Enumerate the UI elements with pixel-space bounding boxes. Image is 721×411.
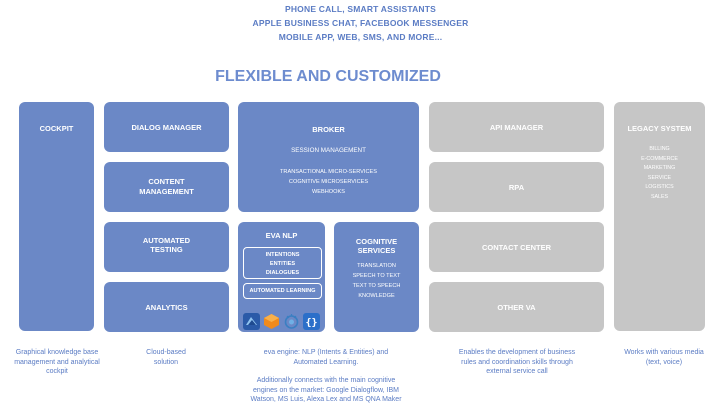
legacy-item: SALES bbox=[650, 193, 669, 200]
broker-session: SESSION MANAGEMENT bbox=[291, 147, 366, 154]
caption-line: (text, voice) bbox=[645, 358, 683, 366]
legacy-item: SERVICE bbox=[647, 174, 672, 181]
cognitive-services-title bbox=[334, 237, 419, 255]
caption-line: Cloud-based bbox=[146, 349, 186, 356]
caption-eva bbox=[226, 348, 426, 367]
other-va-box bbox=[429, 282, 604, 332]
legacy-item: E-COMMERCE bbox=[641, 155, 678, 162]
content-management-box bbox=[104, 162, 229, 212]
automated-testing-line-1: AUTOMATED bbox=[142, 236, 191, 245]
legacy-item: LOGISTICS bbox=[645, 184, 674, 191]
api-manager-box bbox=[429, 102, 604, 152]
other-va-label: OTHER VA bbox=[497, 302, 536, 312]
caption-line: Enables the development of business bbox=[458, 349, 576, 356]
broker-box bbox=[238, 102, 419, 212]
nlp-feature: DIALOGUES bbox=[265, 270, 300, 276]
caption-line: solution bbox=[153, 358, 179, 366]
broker-item: TRANSACTIONAL MICRO-SERVICES bbox=[280, 169, 377, 175]
nlp-feature: ENTITIES bbox=[269, 261, 296, 267]
cognitive-item: TEXT TO SPEECH bbox=[352, 283, 401, 289]
dialog-manager-box bbox=[104, 102, 229, 152]
dialogflow-icon bbox=[303, 313, 320, 330]
caption-cloud bbox=[120, 348, 212, 367]
cockpit-label: COCKPIT bbox=[39, 124, 74, 133]
watson-icon bbox=[283, 313, 300, 330]
channels-line-3: MOBILE APP, WEB, SMS, AND MORE... bbox=[278, 32, 443, 42]
content-management-line-2: MANAGEMENT bbox=[139, 187, 194, 196]
caption-line: Additionally connects with the main cognitive bbox=[256, 377, 396, 384]
caption-line: eva engine: NLP (Intents & Entities) and bbox=[263, 349, 389, 356]
cognitive-item: KNOWLEDGE bbox=[358, 293, 395, 299]
svg-text:{}: {} bbox=[305, 317, 318, 329]
cognitive-services-list bbox=[334, 261, 419, 301]
automated-testing-label bbox=[104, 236, 229, 254]
api-manager-label: API MANAGER bbox=[489, 122, 544, 132]
azure-luis-icon bbox=[243, 313, 260, 330]
automated-learning-label: AUTOMATED LEARNING bbox=[249, 288, 316, 294]
cognitive-title-line-2: SERVICES bbox=[357, 246, 396, 255]
diagram-title: FLEXIBLE AND CUSTOMIZED bbox=[215, 68, 441, 85]
content-management-label bbox=[139, 177, 194, 197]
caption-line: cockpit bbox=[46, 368, 68, 375]
caption-line: Graphical knowledge base bbox=[15, 349, 99, 356]
caption-connects bbox=[226, 376, 426, 405]
legacy-item: BILLING bbox=[649, 146, 670, 152]
contact-center-box bbox=[429, 222, 604, 272]
automated-testing-box bbox=[104, 222, 229, 272]
broker-title: BROKER bbox=[312, 125, 345, 134]
nlp-features-box bbox=[243, 247, 322, 279]
content-management-line-1: CONTENT bbox=[148, 177, 185, 186]
caption-line: Works with various media bbox=[624, 349, 704, 356]
cognitive-services-box bbox=[334, 222, 419, 332]
broker-services bbox=[238, 167, 419, 197]
legacy-item: MARKETING bbox=[643, 165, 676, 172]
cognitive-item: TRANSLATION bbox=[357, 263, 396, 269]
automated-learning-box bbox=[243, 283, 322, 299]
cognitive-item: SPEECH TO TEXT bbox=[352, 273, 401, 279]
broker-item: WEBHOOKS bbox=[312, 189, 345, 195]
caption-line: Automated Learning. bbox=[293, 358, 359, 366]
cognitive-title-line-1: COGNITIVE bbox=[355, 237, 398, 246]
rpa-box bbox=[429, 162, 604, 212]
legacy-system-title: LEGACY SYSTEM bbox=[627, 124, 692, 133]
caption-line: rules and coordination skills through bbox=[461, 358, 573, 366]
legacy-system-list bbox=[614, 145, 705, 203]
contact-center-label: CONTACT CENTER bbox=[481, 242, 552, 252]
caption-line: Watson, MS Luis, Alexa Lex and MS QNA Maker bbox=[250, 396, 402, 403]
legacy-system-box bbox=[614, 102, 705, 331]
automated-testing-line-2: TESTING bbox=[150, 245, 183, 254]
broker-item: COGNITIVE MICROSERVICES bbox=[288, 179, 369, 185]
caption-line: management and analytical bbox=[14, 358, 100, 366]
channels-line-1: PHONE CALL, SMART ASSISTANTS bbox=[284, 4, 437, 14]
channels-line-2: APPLE BUSINESS CHAT, FACEBOOK MESSENGER bbox=[252, 18, 469, 28]
rpa-label: RPA bbox=[508, 182, 525, 192]
caption-line: engines on the market: Google Dialogflow, IBM bbox=[253, 386, 399, 394]
alexa-icon bbox=[263, 313, 280, 330]
nlp-feature: INTENTIONS bbox=[265, 252, 300, 258]
analytics-box bbox=[104, 282, 229, 332]
caption-enables bbox=[432, 348, 602, 377]
caption-cockpit bbox=[2, 348, 112, 377]
dialog-manager-label: DIALOG MANAGER bbox=[131, 122, 202, 132]
caption-works bbox=[608, 348, 720, 367]
caption-line: external service call bbox=[486, 368, 548, 375]
eva-nlp-title: EVA NLP bbox=[265, 231, 298, 240]
cockpit-box bbox=[19, 102, 94, 331]
analytics-label: ANALYTICS bbox=[145, 302, 188, 312]
